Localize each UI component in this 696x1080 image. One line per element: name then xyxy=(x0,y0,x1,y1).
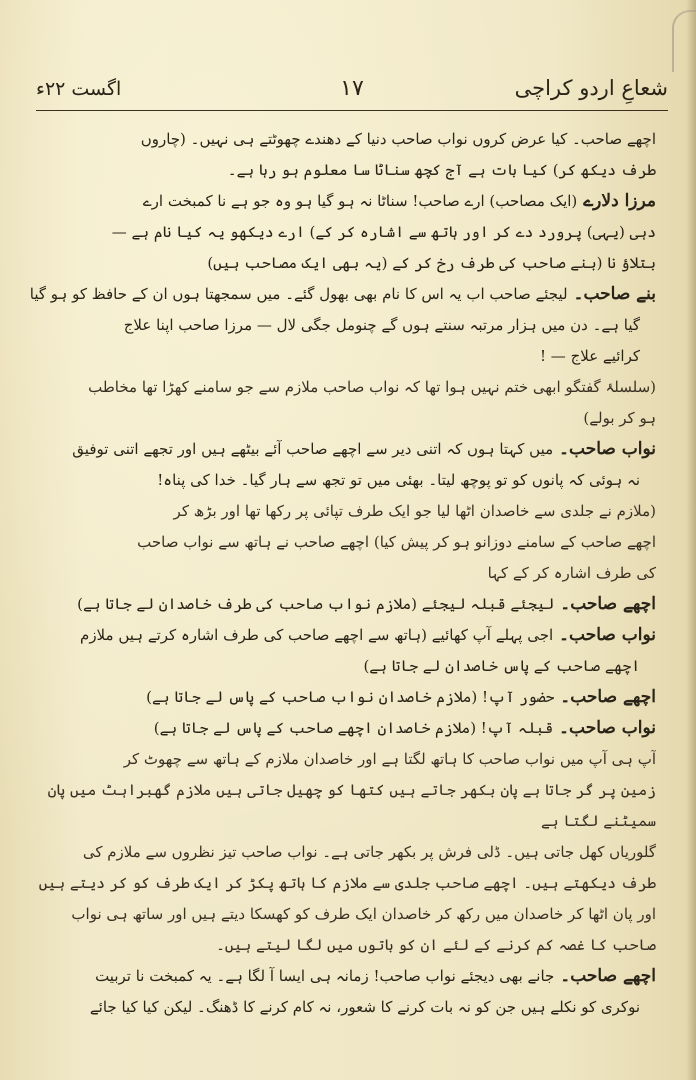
text-line xyxy=(28,217,656,248)
text-line xyxy=(28,868,656,899)
page-edge-shadow xyxy=(686,0,696,1080)
line-text: (سلسلۂ گفتگو ابھی ختم نہیں ہوا تھا کہ نواب صاحب ملازم سے جو سامنے کھڑا تھا مخاطب xyxy=(88,378,656,396)
speaker-name: مرزا دلارے xyxy=(577,191,656,211)
line-text: اور پان اٹھا کر خاصدان میں رکھ کر خاصدان ایک طرف کو کھسکا دیتے ہیں اور ساتھ ہی نواب xyxy=(71,905,656,923)
text-line xyxy=(28,155,656,186)
line-text: اچھے صاحب۔ کیا عرض کروں نواب صاحب دنیا کے دھندے چھوٹتے ہی نہیں۔ (چاروں xyxy=(140,130,656,148)
text-line xyxy=(28,186,656,217)
line-text: قبلہ آپ! (ملازم خاصدان اچھے صاحب کے پاس لے جاتا ہے) xyxy=(153,719,554,737)
speaker-name: اچھے صاحب۔ xyxy=(554,594,656,614)
text-line xyxy=(28,403,656,434)
page-number: ۱۷ xyxy=(340,76,364,101)
line-text: اچھے صاحب کے پاس خاصدان لے جاتا ہے) xyxy=(363,657,640,675)
text-line xyxy=(28,372,656,403)
line-text: طرف دیکھتے ہیں۔ اچھے صاحب جلدی سے ملازم کا ہاتھ پکڑ کر ایک طرف کو کر دیتے ہیں xyxy=(38,874,656,892)
speaker-name: اچھے صاحب۔ xyxy=(554,966,656,986)
text-line xyxy=(28,434,656,465)
text-line xyxy=(28,744,656,775)
text-line xyxy=(28,992,656,1023)
text-line xyxy=(28,682,656,713)
line-text: اجی پہلے آپ کھائیے (ہاتھ سے اچھے صاحب کی طرف اشارہ کرتے ہیں ملازم xyxy=(80,626,554,644)
line-text: (ایک مصاحب) ارے صاحب! سناٹا نہ ہو گیا ہو وہ جو ہے نا کمبخت ارے xyxy=(142,192,578,210)
text-line xyxy=(28,496,656,527)
speaker-name: نواب صاحب۔ xyxy=(553,718,656,738)
line-text: لیجئے صاحب اب یہ اس کا نام بھی بھول گئے۔ میں سمجھتا ہوں ان کے حافظ کو ہو گیا xyxy=(29,285,568,303)
text-line xyxy=(28,527,656,558)
line-text: آپ ہی آپ میں نواب صاحب کا ہاتھ لگتا ہے اور خاصدان ملازم کے ہاتھ سے چھوٹ کر xyxy=(123,750,656,768)
line-text: صاحب کا غصہ کم کرنے کے لئے ان کو باتوں میں لگا لیتے ہیں۔ xyxy=(216,936,656,954)
line-text: میں کہتا ہوں کہ اتنی دیر سے اچھے صاحب آئے بیٹھے ہیں اور تجھے اتنی توفیق xyxy=(72,440,554,458)
text-line xyxy=(28,589,656,620)
speaker-name: نواب صاحب۔ xyxy=(553,439,656,459)
line-text: حضور آپ! (ملازم خاصدان نواب صاحب کے پاس لے جاتا ہے) xyxy=(146,688,555,706)
text-line xyxy=(28,465,656,496)
line-text: جانے بھی دیجئے نواب صاحب! زمانہ ہی ایسا آ لگا ہے۔ یہ کمبخت نا تربیت xyxy=(95,967,555,985)
line-text: دہی (یہی) پرورد دے کر اور ہاتھ سے اشارہ کر کے) ارے دیکھو یہ کیا نام ہے — xyxy=(111,223,656,241)
text-line xyxy=(28,558,656,589)
text-line xyxy=(28,837,656,868)
text-line xyxy=(28,775,656,837)
line-text: نوکری کو نکلے ہیں جن کو نہ بات کرنے کا شعور، نہ کام کرنے کا ڈھنگ۔ لیکن کیا کیا جائے xyxy=(89,998,640,1016)
line-text: کرائیے علاج — ! xyxy=(540,347,640,365)
line-text: نہ ہوئی کہ پانوں کو تو پوچھ لیتا۔ بھئی میں تو تجھ سے ہار گیا۔ خدا کی پناہ! xyxy=(157,471,640,489)
text-line xyxy=(28,310,656,341)
text-line xyxy=(28,899,656,930)
line-text: گیا ہے۔ دن میں ہزار مرتبہ سنتے ہوں گے چنومل جگی لال — مرزا صاحب اپنا علاج xyxy=(123,316,640,334)
speaker-name: اچھے صاحب۔ xyxy=(554,687,656,707)
text-line xyxy=(28,930,656,961)
text-line xyxy=(28,279,656,310)
text-line xyxy=(28,341,656,372)
page-header xyxy=(36,74,668,111)
line-text: طرف دیکھ کر) کیا بات ہے آج کچھ سناٹا سا معلوم ہو رہا ہے۔ xyxy=(227,161,656,179)
line-text: زمین پر گر جاتا ہے پان بکھر جاتے ہیں کتھا کو چھیل جاتی ہیں ملازم گھبراہٹ میں پان سمیٹنے لگتا ہے xyxy=(47,781,656,830)
text-line xyxy=(28,713,656,744)
text-line xyxy=(28,961,656,992)
issue-date: اگست ۲۲ء xyxy=(36,78,122,100)
text-line xyxy=(28,651,656,682)
speaker-name: بنے صاحب۔ xyxy=(567,284,656,304)
line-text: لیجئے قبلہ لیجئے (ملازم نواب صاحب کی طرف خاصدان لے جاتا ہے) xyxy=(77,595,555,613)
line-text: بتلاؤ نا (بنے صاحب کی طرف رخ کر کے (یہ بھی ایک مصاحب ہیں) xyxy=(207,254,656,272)
binding-thread xyxy=(672,10,696,72)
text-line xyxy=(28,620,656,651)
line-text: گلوریاں کھل جاتی ہیں۔ ڈلی فرش پر بکھر جاتی ہے۔ نواب صاحب تیز نظروں سے ملازم کی xyxy=(82,843,656,861)
speaker-name: نواب صاحب۔ xyxy=(553,625,656,645)
line-text: ہو کر بولے) xyxy=(583,409,656,427)
page-body xyxy=(28,124,656,1072)
line-text: کی طرف اشارہ کر کے کہا xyxy=(487,564,656,582)
line-text: (ملازم نے جلدی سے خاصدان اٹھا لیا جو ایک طرف تپائی پر رکھا تھا اور بڑھ کر xyxy=(173,502,656,520)
text-line xyxy=(28,248,656,279)
line-text: اچھے صاحب کے سامنے دوزانو ہو کر پیش کیا) اچھے صاحب نے ہاتھ سے نواب صاحب xyxy=(137,533,656,551)
journal-title: شعاعِ اردو کراچی xyxy=(514,76,668,100)
text-line xyxy=(28,124,656,155)
